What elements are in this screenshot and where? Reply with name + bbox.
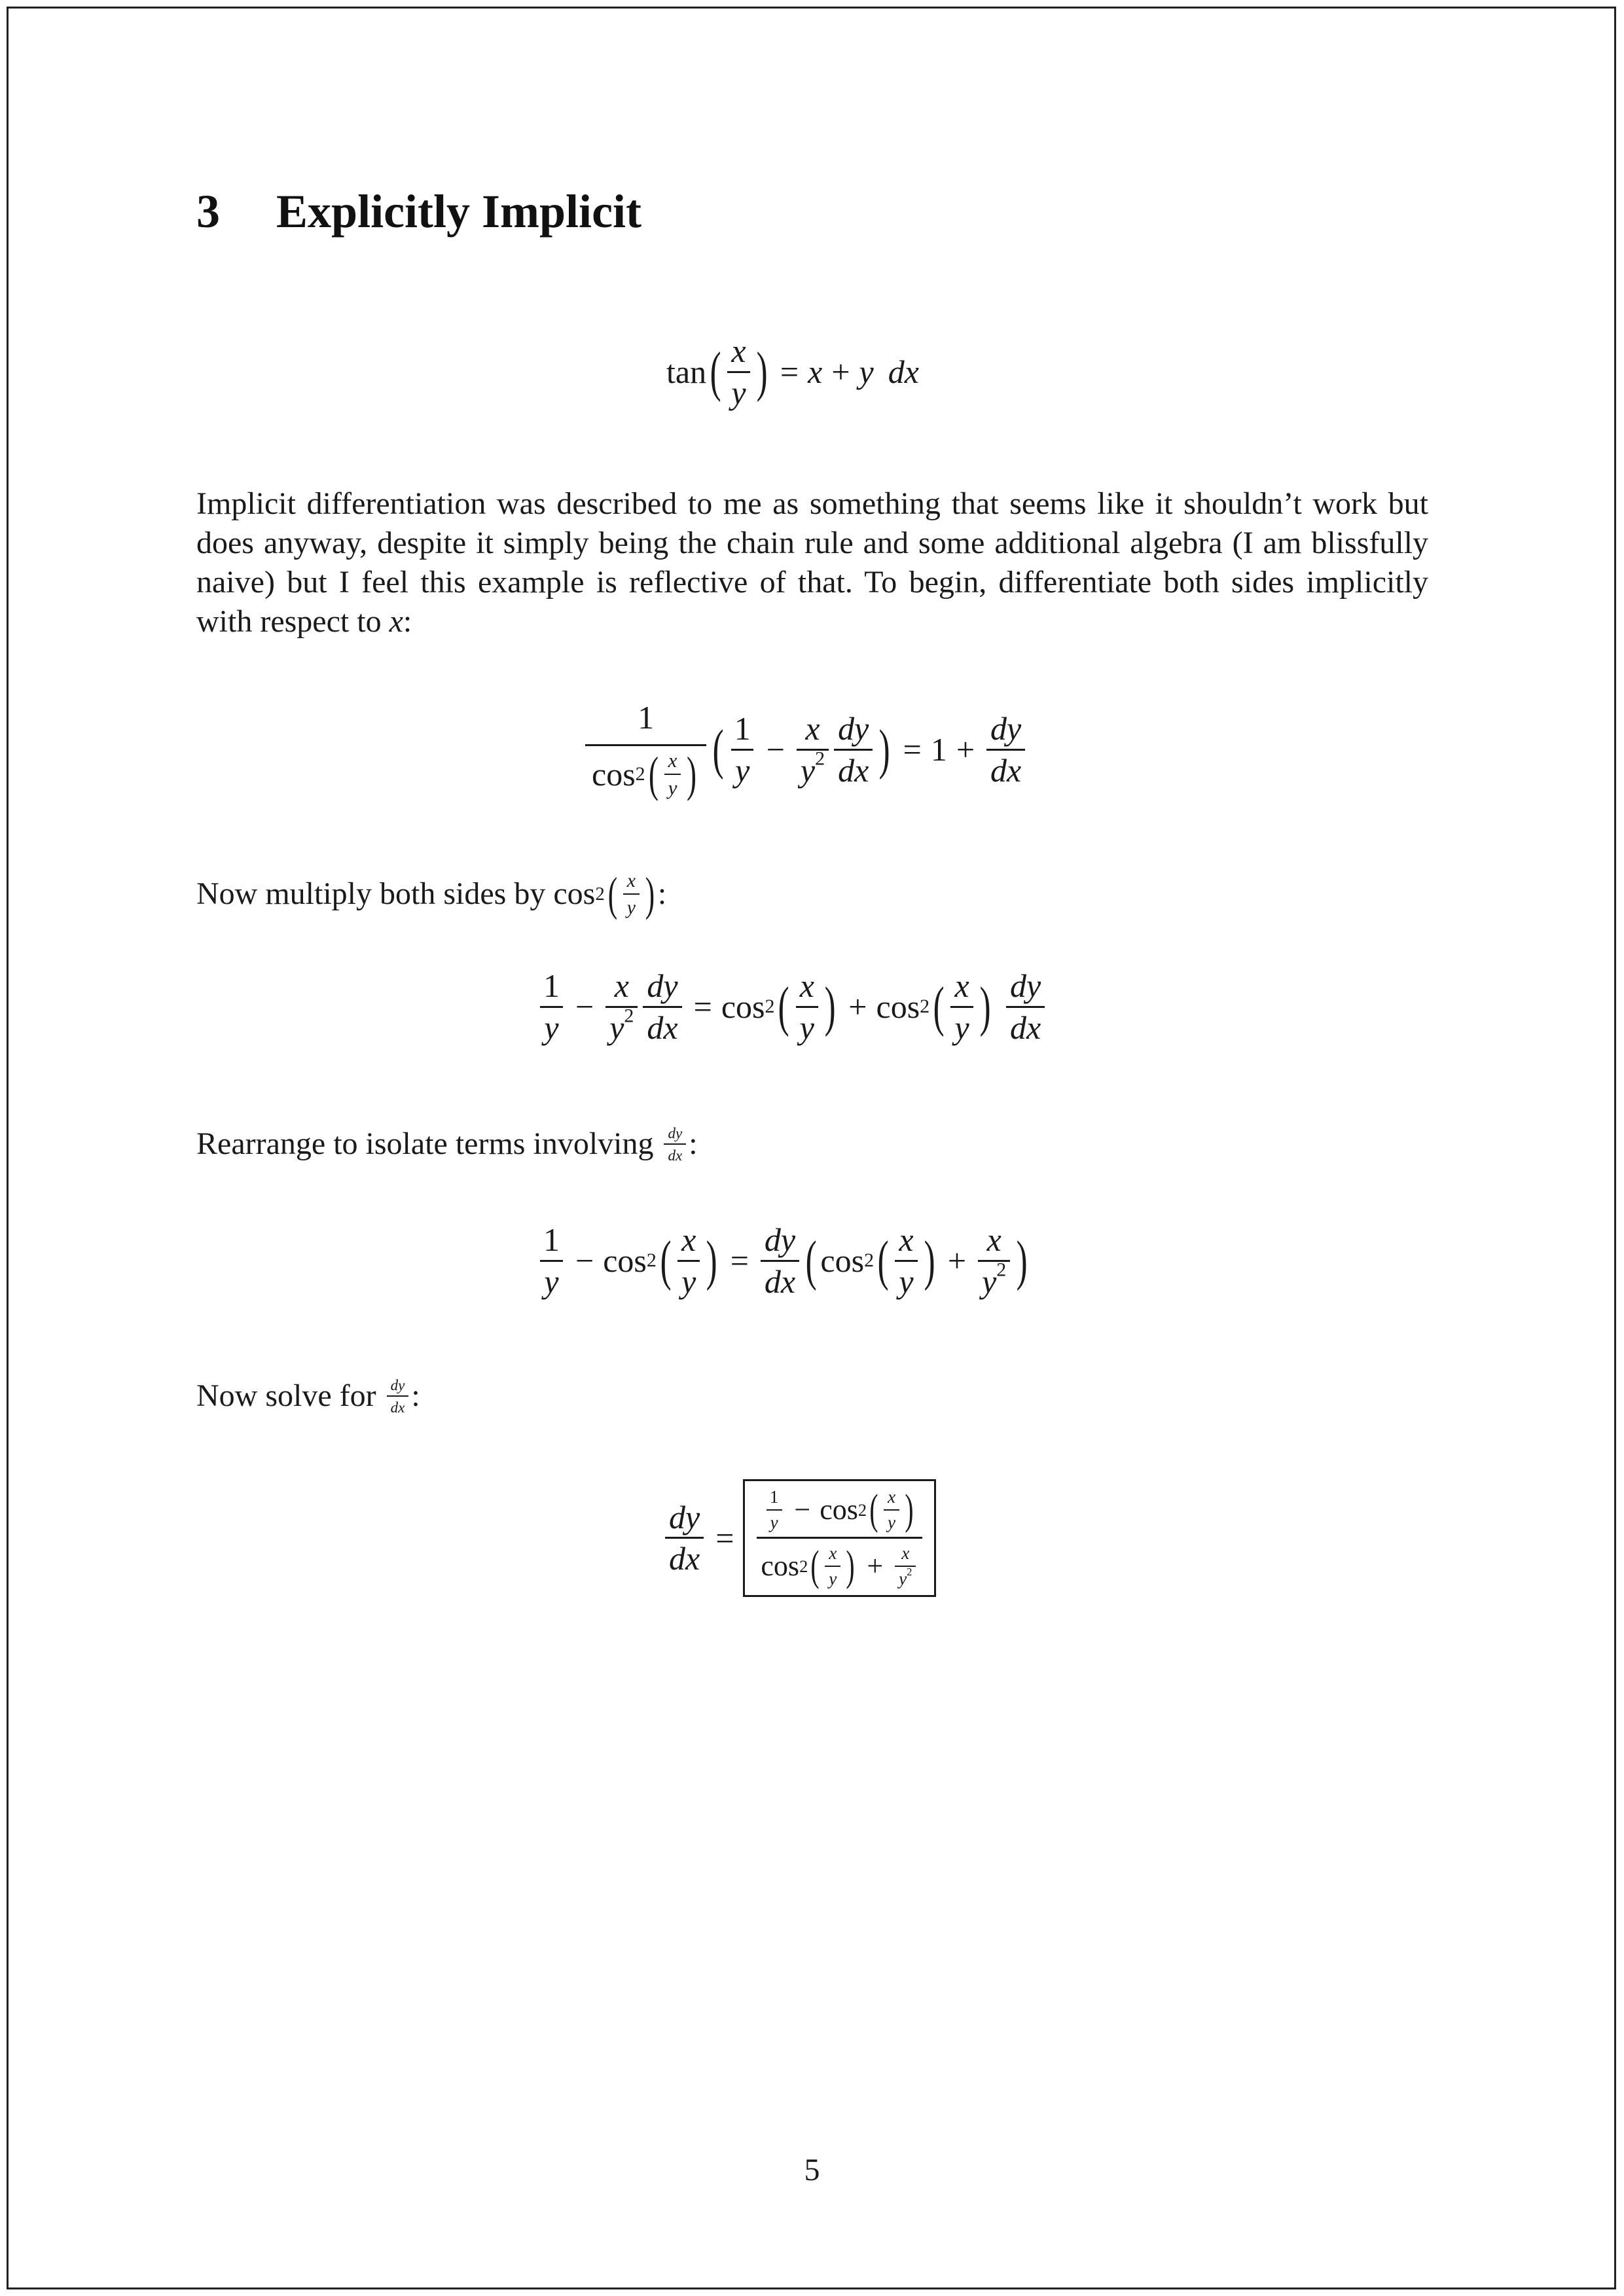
numerator: x <box>626 870 636 891</box>
equation-5-result <box>662 1479 936 1597</box>
numerator: x <box>954 967 969 1004</box>
intro-var: x <box>389 604 403 639</box>
multiply-text: Now multiply both sides by <box>196 876 554 912</box>
left-paren: ( <box>660 1229 672 1291</box>
var-x: x <box>808 353 823 390</box>
numerator: 1 <box>543 1221 560 1258</box>
fraction-x-over-y2 <box>797 711 829 787</box>
denominator: y <box>884 1509 899 1532</box>
right-paren: ) <box>687 747 697 802</box>
numerator: dy <box>764 1221 796 1258</box>
numerator: $\frac{1}{y}$ − cos 2 ( $\frac{x}{y}$ ) <box>759 1488 920 1537</box>
minus: − <box>766 731 785 768</box>
denominator: y <box>796 1006 818 1045</box>
equation-2 <box>583 699 1028 802</box>
right-paren: ) <box>756 340 768 403</box>
denominator <box>978 1260 1010 1299</box>
denominator: dx <box>643 1006 681 1045</box>
denominator: y <box>731 749 753 788</box>
left-paren: ( <box>933 975 945 1037</box>
equals: = <box>903 731 922 768</box>
var-y: y <box>609 1009 624 1046</box>
equation-3: $\frac{1}{y}$ − $\frac{x}{y^2}$ $\frac{dy}{dx}$ = cos 2 ( $\frac{x}{y}$ ) + cos 2 ( $\frac{x}{y}$ ) $\frac{dy}{dx}$ <box>537 969 1047 1045</box>
one: 1 <box>930 731 947 768</box>
fraction-x-over-y2 <box>605 969 638 1045</box>
left-paren: ( <box>810 1541 820 1590</box>
denominator: y <box>895 1260 917 1299</box>
exponent: 2 <box>815 747 825 770</box>
denominator: y <box>767 1509 782 1532</box>
equation-4: $\frac{1}{y}$ − cos 2 ( $\frac{x}{y}$ ) = $\frac{dy}{dx}$ ( cos 2 ( $\frac{x}{y}$ ) + $\frac{x}{y^2}$ ) <box>537 1223 1032 1299</box>
rearrange-paragraph <box>196 1124 698 1164</box>
var-y: y <box>899 1568 907 1588</box>
equals: = <box>715 1519 734 1556</box>
numerator: dy <box>668 1124 683 1141</box>
fraction-dy-dx <box>834 711 873 787</box>
left-paren: ( <box>877 1229 889 1291</box>
fraction-one-over-y <box>731 711 755 787</box>
numerator: 1 <box>734 710 751 747</box>
cos-fn: cos <box>553 876 596 912</box>
exponent: 2 <box>907 1566 912 1579</box>
fraction-dy-dx <box>387 1377 409 1415</box>
rearrange-text: Rearrange to isolate terms involving <box>196 1126 662 1161</box>
page-number: 5 <box>804 2153 820 2187</box>
dx: dx <box>888 353 919 390</box>
numerator: 1 <box>543 967 560 1004</box>
cos-fn: cos <box>721 988 765 1025</box>
denominator: y <box>540 1260 562 1299</box>
plus: + <box>831 353 850 390</box>
numerator: x <box>799 967 814 1004</box>
right-paren: ) <box>824 975 836 1037</box>
result-fraction <box>757 1485 922 1590</box>
numerator: x <box>899 1221 914 1258</box>
fraction-dy-dx <box>986 711 1025 787</box>
left-paren: ( <box>805 1229 817 1291</box>
intro-paragraph <box>196 484 1428 641</box>
solve-paragraph <box>196 1376 420 1416</box>
cos-fn: cos <box>820 1493 858 1526</box>
denominator: cos 2 ( $\frac{x}{y}$ ) <box>585 744 706 799</box>
cos-fn: cos <box>592 755 636 793</box>
fraction-x-over-y <box>895 1223 917 1299</box>
right-paren: ) <box>645 868 655 921</box>
denominator: y <box>677 1260 700 1299</box>
numerator: x <box>681 1221 696 1258</box>
plus: + <box>848 988 867 1025</box>
fraction-dy-dx <box>761 1223 799 1299</box>
right-paren: ) <box>706 1229 718 1291</box>
denominator <box>797 749 829 788</box>
numerator: x <box>901 1543 910 1564</box>
equation-1 <box>666 334 919 410</box>
fraction-dy-dx <box>1006 969 1045 1045</box>
intro-colon: : <box>403 604 412 639</box>
fraction-dy-dx <box>665 1500 704 1576</box>
cos-fn: cos <box>761 1549 800 1582</box>
fraction-one-over-y <box>766 1488 783 1532</box>
fraction-one-over-y <box>539 969 564 1045</box>
var-y: y <box>800 751 816 789</box>
denominator: dx <box>761 1260 799 1299</box>
numerator: dy <box>390 1376 405 1393</box>
left-paren: ( <box>648 747 659 802</box>
boxed-result <box>743 1479 936 1597</box>
denominator: dx <box>387 1395 409 1415</box>
denominator <box>605 1006 638 1045</box>
fraction-one-over-cos2 <box>585 699 706 802</box>
left-paren: ( <box>778 975 790 1037</box>
plus: + <box>947 1242 967 1279</box>
fraction-x-over-y <box>664 750 681 799</box>
section-heading <box>196 185 641 239</box>
denominator: y <box>825 1566 840 1588</box>
numerator: dy <box>838 710 869 747</box>
fraction-dy-dx <box>664 1125 686 1163</box>
fraction-x-over-y <box>623 870 640 918</box>
minus: − <box>575 988 594 1025</box>
fraction-x-over-y <box>884 1488 899 1532</box>
denominator: dx <box>986 749 1025 788</box>
minus: − <box>794 1493 811 1526</box>
numerator: dy <box>1009 967 1041 1004</box>
equals: = <box>780 353 799 390</box>
equals: = <box>693 988 712 1025</box>
right-paren: ) <box>1016 1229 1028 1291</box>
exponent: 2 <box>624 1005 634 1026</box>
denominator: y <box>727 371 749 410</box>
numerator: x <box>731 332 746 369</box>
minus: − <box>575 1242 594 1279</box>
section-number: 3 <box>196 185 220 238</box>
numerator: x <box>888 1487 896 1507</box>
denominator: dx <box>834 749 873 788</box>
plus: + <box>867 1549 884 1582</box>
fraction-x-over-y <box>677 1223 700 1299</box>
numerator: dy <box>990 710 1022 747</box>
fraction-one-over-y <box>539 1223 564 1299</box>
var-y: y <box>859 353 874 390</box>
fraction-x-over-y <box>796 969 818 1045</box>
cos-fn: cos <box>603 1242 647 1279</box>
plus: + <box>956 731 975 768</box>
colon: : <box>689 1126 698 1161</box>
left-paren: ( <box>710 340 721 403</box>
denominator: dx <box>665 1537 704 1576</box>
equals: = <box>730 1242 749 1279</box>
denominator: dx <box>664 1143 686 1163</box>
numerator: x <box>986 1221 1001 1258</box>
exponent: 2 <box>996 1259 1007 1280</box>
right-paren: ) <box>924 1229 935 1291</box>
left-paren: ( <box>607 868 617 921</box>
denominator: y <box>950 1006 973 1045</box>
colon: : <box>411 1378 420 1413</box>
numerator: dy <box>669 1498 700 1535</box>
cos-fn: cos <box>820 1242 865 1279</box>
solve-text: Now solve for <box>196 1378 384 1413</box>
left-paren: ( <box>869 1485 878 1534</box>
numerator: x <box>805 710 820 747</box>
fraction-x-over-y2 <box>895 1544 916 1588</box>
tan-fn: tan <box>666 353 707 390</box>
denominator <box>895 1566 916 1588</box>
multiply-paragraph: Now multiply both sides by cos 2 ( $\frac{x}{y}$ ) : <box>196 868 667 921</box>
denominator: dx <box>1006 1006 1045 1045</box>
fraction-x-over-y <box>825 1544 840 1588</box>
denominator: cos 2 ( $\frac{x}{y}$ ) + $\frac{x}{y^2}$ <box>757 1537 922 1588</box>
right-paren: ) <box>878 718 890 780</box>
cos-fn: cos <box>876 988 920 1025</box>
fraction-x-over-y <box>727 334 749 410</box>
fraction-dy-dx <box>643 969 681 1045</box>
numerator: x <box>614 967 629 1004</box>
numerator: x <box>668 748 677 772</box>
fraction-x-over-y2 <box>978 1223 1010 1299</box>
numerator: 1 <box>769 1487 779 1507</box>
var-y: y <box>982 1263 997 1300</box>
denominator: y <box>540 1006 562 1045</box>
intro-text: Implicit differentiation was described to me as something that seems like it shouldn’t work but does anyway, despite it simply being the chain rule and some additional algebra (I am blissfully naive) but I feel this example is reflective of that. To begin, differentiate both sides implicitly with respect to <box>196 486 1428 639</box>
numerator: dy <box>647 967 678 1004</box>
right-paren: ) <box>905 1485 914 1534</box>
numerator: x <box>829 1543 837 1564</box>
left-paren: ( <box>713 718 725 780</box>
fraction-x-over-y <box>950 969 973 1045</box>
right-paren: ) <box>846 1541 855 1590</box>
right-paren: ) <box>979 975 991 1037</box>
section-title: Explicitly Implicit <box>276 185 641 238</box>
colon: : <box>657 876 667 912</box>
denominator: y <box>623 893 640 918</box>
numerator: 1 <box>638 699 655 736</box>
denominator: y <box>664 774 681 799</box>
